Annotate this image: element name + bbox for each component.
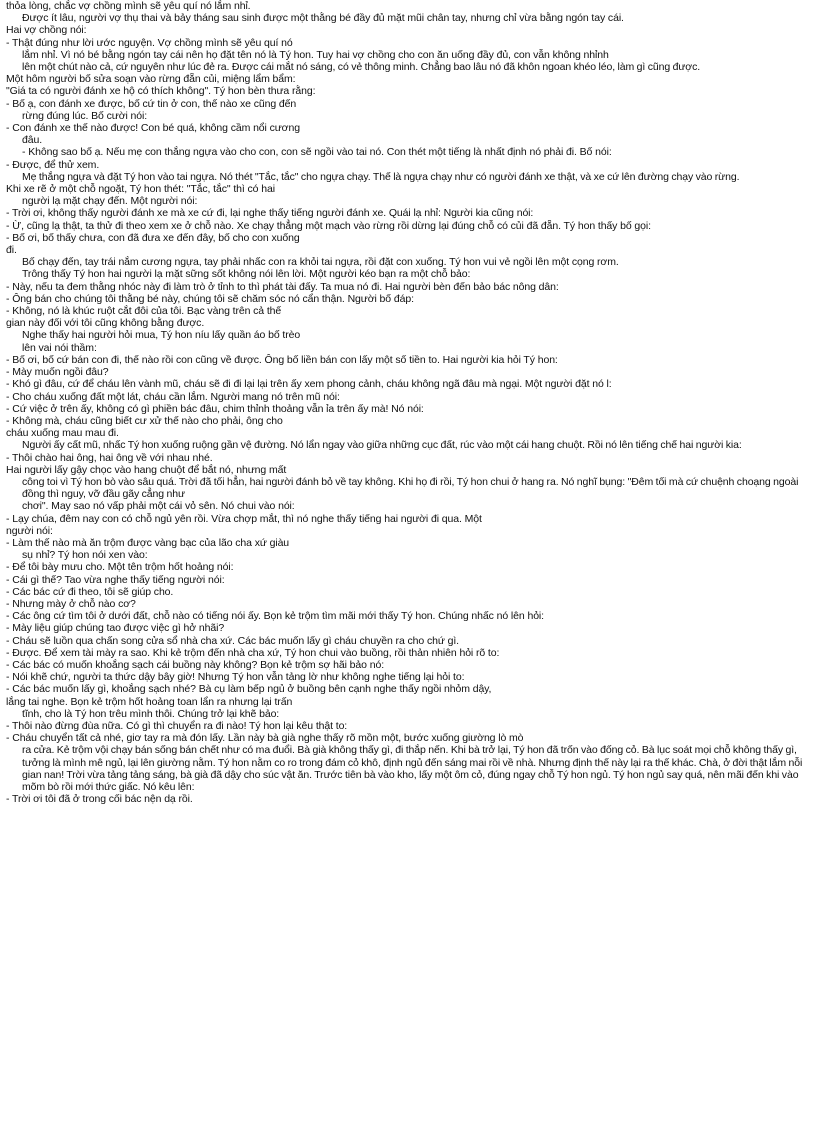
text-line: - Các ông cứ tìm tôi ở dưới đất, chỗ nào có tiếng nói ấy. Bọn kẻ trộm tìm mãi mới thấy Tý hon. Chúng nhấc nó lên hỏi: [6, 610, 544, 623]
text-line: Người ấy cất mũ, nhấc Tý hon xuống ruộng gần vệ đường. Nó lẩn ngay vào giữa những cục đất, rúc vào một cái hang chuột. Rồi nó lên tiếng chế hai người kia: [22, 439, 742, 452]
text-line: - Khó gì đâu, cứ để cháu lên vành mũ, cháu sẽ đi đi lại lại trên ấy xem phong cảnh, cháu không ngã đâu mà ngại. Một người đặt nó l: [6, 378, 612, 391]
text-line: Trông thấy Tý hon hai người lạ mặt sững sốt không nói lên lời. Một người kéo bạn ra một chỗ bảo: [22, 268, 471, 281]
text-line: - Bố ạ, con đánh xe được, bố cứ tin ở con, thế nào xe cũng đến [6, 97, 297, 110]
text-line: - Để tôi bày mưu cho. Một tên trộm hốt hoảng nói: [6, 561, 234, 574]
text-line: đâu. [22, 134, 43, 147]
text-line: - Con đánh xe thế nào được! Con bé quá, không cầm nổi cương [6, 122, 300, 135]
text-line: Khi xe rẽ ở một chỗ ngoặt, Tý hon thét: "Tắc, tắc" thì có hai [6, 183, 275, 196]
text-line: Một hôm người bố sửa soạn vào rừng đẵn củi, miệng lẩm bẩm: [6, 73, 296, 86]
text-line: người nói: [6, 524, 53, 537]
text-line: - Làm thế nào mà ăn trộm được vàng bạc của lão cha xứ giàu [6, 536, 290, 549]
text-line: - Bố ơi, bố cứ bán con đi, thế nào rồi con cũng về được. Ông bố liền bán con lấy một số tiền to. Hai người kia hỏi Tý hon: [6, 353, 558, 366]
text-line: - Nói khẽ chứ, người ta thức dậy bây giờ! Nhưng Tý hon vẫn tảng lờ như không nghe tiếng lại hỏi to: [6, 671, 465, 684]
text-line: - Thật đúng như lời ước nguyện. Vợ chồng mình sẽ yêu quí nó [6, 36, 293, 49]
text-line: - Mày liệu giúp chúng tao được việc gì hở nhãi? [6, 622, 225, 635]
text-line: - Lạy chúa, đêm nay con có chỗ ngủ yên rồi. Vừa chợp mắt, thì nó nghe thấy tiếng hai người đi qua. Một [6, 512, 482, 525]
text-line: đi. [6, 244, 17, 257]
text-line: - Cứ việc ở trên ấy, không có gì phiền bác đâu, chim thỉnh thoảng vẫn ỉa trên ấy mà! Nó nói: [6, 402, 424, 415]
text-line: gian này đối với tôi cũng không bằng được. [6, 317, 205, 330]
text-line: Hai người lấy gậy chọc vào hang chuột để bắt nó, nhưng mất [6, 463, 287, 476]
text-line: Hai vợ chồng nói: [6, 24, 87, 37]
text-line: - Các bác cứ đi theo, tôi sẽ giúp cho. [6, 585, 174, 598]
text-line: - Trời ơi tôi đã ở trong cối bác nện dạ rồi. [6, 793, 193, 806]
text-line: - Bố ơi, bố thấy chưa, con đã đưa xe đến đây, bố cho con xuống [6, 231, 300, 244]
text-line: - Cho cháu xuống đất một lát, cháu cần lắm. Người mang nó trên mũ nói: [6, 390, 340, 403]
text-line: Bố chạy đến, tay trái nắm cương ngựa, tay phải nhấc con ra khỏi tai ngựa, rồi đặt con xuống. Tý hon vui vẻ ngồi lên một cọng rơm. [22, 256, 619, 269]
text-line: - Thôi chào hai ông, hai ông về với nhau nhé. [6, 451, 213, 464]
text-line: lên vai nói thầm: [22, 341, 97, 354]
text-line: Nghe thấy hai người hỏi mua, Tý hon níu lấy quần áo bố trèo [22, 329, 301, 342]
text-line: - Không, nó là khúc ruột cắt đôi của tôi. Bạc vàng trên cả thế [6, 305, 282, 318]
text-line: người lạ mặt chạy đến. Một người nói: [22, 195, 198, 208]
text-line: Được ít lâu, người vợ thụ thai và bảy tháng sau sinh được một thằng bé đầy đủ mặt mũi chân tay, nhưng chỉ vừa bằng ngón tay cái. [22, 12, 624, 25]
text-line: - Trời ơi, không thấy người đánh xe mà xe cứ đi, lại nghe thấy tiếng người đánh xe. Quái lạ nhỉ: Người kia cũng nói: [6, 207, 534, 220]
text-line: Mẹ thắng ngựa và đặt Tý hon vào tai ngựa. Nó thét "Tắc, tắc" cho ngựa chạy. Thế là ngựa chạy như có người đánh xe thật, và xe cứ lên đường chạy vào rừng. [22, 170, 740, 183]
text-line: - Mày muốn ngồi đâu? [6, 366, 109, 379]
text-line: "Giá ta có người đánh xe hộ có thích không". Tý hon bèn thưa rằng: [6, 85, 316, 98]
text-line: lắng tai nghe. Bọn kẻ trộm hốt hoảng toan lẩn ra nhưng lại trấn [6, 695, 293, 708]
text-line: chơi". May sao nó vấp phải một cái vỏ sên. Nó chui vào nói: [22, 500, 295, 513]
text-line: - Ông bán cho chúng tôi thằng bé này, chúng tôi sẽ chăm sóc nó cẩn thận. Người bố đáp: [6, 292, 414, 305]
text-line: thỏa lòng, chắc vợ chồng mình sẽ yêu quí nó lắm nhỉ. [6, 0, 251, 12]
document-text [6, 0, 810, 805]
text-line: rừng đúng lúc. Bố cười nói: [22, 109, 148, 122]
text-line: - Cháu chuyển tất cả nhé, giơ tay ra mà đón lấy. Lần này bà già nghe thấy rõ mồn một, bước xuống giường lò mò [6, 732, 524, 745]
text-line: - Thôi nào đừng đùa nữa. Có gì thì chuyển ra đi nào! Tý hon lại kêu thật to: [6, 719, 348, 732]
text-line: lên một chút nào cả, cứ nguyên như lúc đẻ ra. Được cái mắt nó sáng, có vẻ thông minh. Chẳng bao lâu nó đã khôn ngoan khéo léo, làm gì cũng được. [22, 61, 701, 74]
text-line: ra cửa. Kẻ trộm vội chạy bán sống bán chết như có ma đuổi. Bà già không thấy gì, đi thắp nến. Khi bà trở lại, Tý hon đã trốn vào đống cỏ. Bà lục soát mọi chỗ không thấy gì, tưởng là mình mê ngủ, lại lên giường nằm. Tý hon nằm co ro trong đám cỏ khô, định ngủ đến sáng mai rồi về nhà. Nhưng định thế này lại ra thế khác. Chà, ở đời thật lắm nỗi gian nan! Trời vừa tảng tảng sáng, bà già đã dậy cho súc vật ăn. Trước tiên bà vào kho, lấy một ôm cỏ, đúng ngay chỗ Tý hon ngủ. Tý hon ngủ say quá, nên mãi đến khi vào mõm bò rồi mới thức giấc. Nó kêu lên: [22, 744, 803, 793]
text-line: - Nhưng mày ở chỗ nào cơ? [6, 597, 136, 610]
text-line: - Cháu sẽ luồn qua chấn song cửa sổ nhà cha xứ. Các bác muốn lấy gì cháu chuyền ra cho chứ gì. [6, 634, 459, 647]
text-line: - Ừ, cũng lạ thật, ta thử đi theo xem xe ở chỗ nào. Xe chạy thẳng một mạch vào rừng rồi dừng lại đúng chỗ có củi đã đẵn. Tý hon thấy bố gọi: [6, 219, 651, 232]
text-line: - Các bác có muốn khoắng sạch cái buồng này không? Bọn kẻ trộm sợ hãi bảo nó: [6, 658, 385, 671]
text-line: - Các bác muốn lấy gì, khoắng sạch nhé? Bà cụ làm bếp ngủ ở buồng bên cạnh nghe thấy ngồi nhỏm dậy, [6, 683, 492, 696]
text-line: - Không sao bố ạ. Nếu mẹ con thắng ngựa vào cho con, con sẽ ngồi vào tai nó. Con thét một tiếng là nhất định nó phải đi. Bố nói: [22, 146, 612, 159]
text-line: sụ nhỉ? Tý hon nói xen vào: [22, 549, 148, 562]
text-line: - Được, để thử xem. [6, 158, 100, 171]
text-line: - Này, nếu ta đem thằng nhóc này đi làm trò ở tỉnh to thì phát tài đấy. Ta mua nó đi. Hai người bèn đến bảo bác nông dân: [6, 280, 559, 293]
text-line: cháu xuống mau mau đi. [6, 427, 119, 440]
text-line: - Không mà, cháu cũng biết cư xử thế nào cho phải, ông cho [6, 414, 283, 427]
text-line: - Cái gì thế? Tao vừa nghe thấy tiếng người nói: [6, 573, 225, 586]
text-line: công toi vì Tý hon bò vào sâu quá. Trời đã tối hẳn, hai người đánh bỏ về tay không. Khi họ đi rồi, Tý hon chui ở hang ra. Nó nghĩ bụng: "Đêm tối mà cứ chuệnh choạng ngoài đồng thì nguy, vỡ đầu gãy cẳng như [22, 475, 799, 501]
text-line: lắm nhỉ. Vì nó bé bằng ngón tay cái nên họ đặt tên nó là Tý hon. Tuy hai vợ chồng cho con ăn uống đầy đủ, con vẫn không nhỉnh [22, 48, 609, 61]
text-line: tĩnh, cho là Tý hon trêu mình thôi. Chúng trở lại khẽ bảo: [22, 707, 280, 720]
text-line: - Được. Để xem tài mày ra sao. Khi kẻ trộm đến nhà cha xứ, Tý hon chui vào buồng, rồi thản nhiên hỏi rõ to: [6, 646, 500, 659]
